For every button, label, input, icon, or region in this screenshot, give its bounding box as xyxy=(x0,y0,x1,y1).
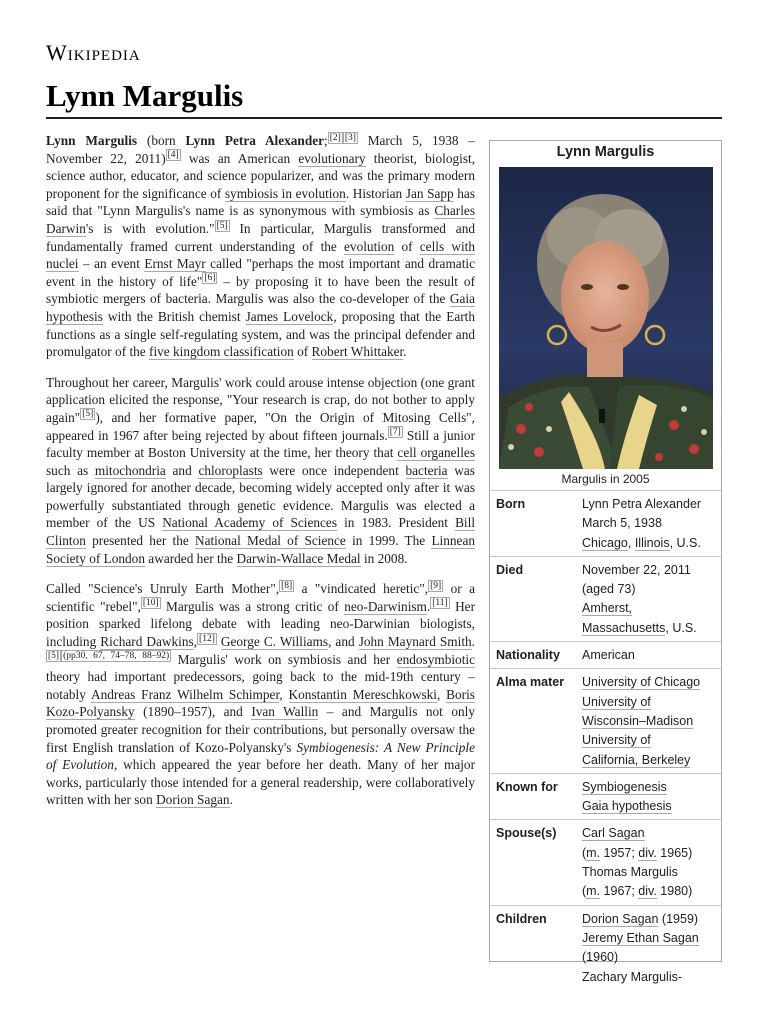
wiki-link[interactable]: Bill Clinton xyxy=(46,515,476,549)
infobox xyxy=(489,140,722,984)
infobox-text: ( xyxy=(582,845,587,860)
text-run: Margulis was a strong critic of xyxy=(160,598,345,614)
infobox-link[interactable]: University of xyxy=(582,694,651,709)
text-run: were once independent xyxy=(262,462,406,478)
wiki-link[interactable]: neo-Darwinism xyxy=(344,598,427,614)
text-run: . xyxy=(229,792,233,808)
infobox-value-line xyxy=(582,929,721,948)
infobox-row-children xyxy=(490,905,721,990)
citation-ref[interactable] xyxy=(197,633,217,645)
citation-link[interactable]: [9] xyxy=(430,580,442,591)
text-run: of xyxy=(293,344,312,360)
text-run: ; xyxy=(324,133,328,148)
infobox-link[interactable]: m. xyxy=(586,884,601,899)
infobox-value-line xyxy=(582,824,721,843)
infobox-value xyxy=(582,778,721,817)
infobox-value-line xyxy=(582,673,721,692)
infobox-value xyxy=(582,673,721,769)
text-run: was largely ignored for another decade, becoming widely accepted only after it was powerfully substantiated through genetic evidence. Margulis was elected a member of the US xyxy=(46,462,475,531)
wiki-link[interactable]: Konstantin Mereschkowski xyxy=(288,686,437,702)
citation-link[interactable]: [10] xyxy=(142,598,159,609)
wiki-link[interactable]: Boris Kozo-Polyansky xyxy=(46,686,475,720)
citation-link[interactable]: [7] xyxy=(389,427,401,438)
wiki-link[interactable]: bacteria xyxy=(405,462,448,478)
article-paragraph xyxy=(46,132,475,361)
wiki-link[interactable]: Gaia hypothesis xyxy=(46,291,475,324)
infobox-label: Known for xyxy=(496,779,558,794)
infobox-link[interactable]: Amherst, xyxy=(582,601,633,616)
citation-ref[interactable] xyxy=(80,408,95,420)
infobox-text: 1965) xyxy=(656,845,693,860)
infobox-row-known-for xyxy=(490,773,721,820)
book-title: Symbiogenesis: A New Principle of Evolution xyxy=(46,739,475,773)
text-run: or a scientific "rebel", xyxy=(46,581,475,614)
infobox-text: 1957; xyxy=(600,845,639,860)
infobox-text: 1980) xyxy=(656,884,693,899)
infobox-text: ( xyxy=(582,884,587,899)
citation-ref[interactable] xyxy=(166,149,181,161)
citation-link[interactable]: (pp30, 67, 74–78, 88–92) xyxy=(63,651,170,662)
text-run: called "perhaps the most important and dramatic event in the history of life" xyxy=(46,256,475,289)
text-run: of xyxy=(394,238,420,254)
text-run: , xyxy=(436,686,447,702)
infobox-label: Children xyxy=(496,911,547,926)
citation-ref[interactable] xyxy=(343,132,358,144)
wiki-link[interactable]: Richard Dawkins xyxy=(100,634,194,650)
infobox-value-line xyxy=(582,534,721,553)
infobox-value xyxy=(582,646,721,665)
infobox-value-line xyxy=(582,778,721,797)
text-run: in 1983. President xyxy=(337,515,456,531)
infobox-link[interactable]: Dorion Sagan xyxy=(582,911,659,926)
citation-ref[interactable] xyxy=(46,650,61,662)
text-run: – and Margulis not only promoted greater recognition for their contributions, but personally oversaw the first English translation of Kozo-Polyansky's xyxy=(46,704,475,755)
wiki-link[interactable]: Andreas Franz Wilhelm Schimper xyxy=(91,686,280,702)
wiki-link[interactable]: Ivan Wallin xyxy=(251,704,319,720)
wiki-link[interactable]: Linnean Society of London xyxy=(46,533,476,566)
citation-ref[interactable] xyxy=(202,272,217,284)
citation-link[interactable]: [5] xyxy=(216,220,228,231)
citation-link[interactable]: [6] xyxy=(204,273,216,284)
text-run: March 5, 1938 – November 22, 2011) xyxy=(46,133,476,166)
text-run: – by proposing it to have been the result of symbiotic mergers of bacteria. Margulis was also the co-developer of the xyxy=(46,273,475,307)
text-run: (born xyxy=(137,133,186,148)
text-run: such as xyxy=(46,462,95,478)
citation-link[interactable]: [5] xyxy=(82,409,94,420)
infobox-value-line xyxy=(582,514,721,533)
wiki-link[interactable]: John Maynard Smith xyxy=(358,634,472,650)
text-run: , xyxy=(193,634,198,650)
infobox-value-line xyxy=(582,646,721,665)
infobox-row-born xyxy=(490,490,721,556)
wiki-link[interactable]: cell organelles xyxy=(397,445,476,461)
infobox-value xyxy=(582,495,721,553)
text-run: theorist, biologist, science author, educator, and science popularizer, and was the primary modern proponent for the significance of xyxy=(46,150,476,201)
infobox-text: March 5, 1938 xyxy=(582,516,662,531)
wiki-link[interactable]: Jan Sapp xyxy=(405,185,454,201)
infobox-label: Nationality xyxy=(496,648,560,663)
text-run: was an American xyxy=(180,150,299,166)
wiki-link[interactable]: symbiosis in evolution xyxy=(224,185,346,201)
citation-link[interactable]: [12] xyxy=(199,633,215,644)
citation-ref[interactable] xyxy=(328,132,343,144)
infobox-link[interactable]: University of Chicago xyxy=(582,675,701,690)
text-run: . xyxy=(471,634,475,650)
citation-link[interactable]: [2] xyxy=(329,132,341,143)
wikipedia-wordmark[interactable]: Wikipedia xyxy=(46,40,141,65)
infobox-row-spouse-s xyxy=(490,819,721,904)
text-run: Still a junior faculty member at Boston University at the time, her theory that xyxy=(46,427,476,461)
wiki-link[interactable]: George C. Williams xyxy=(220,634,329,650)
text-run: (1890–1957), and xyxy=(134,704,252,720)
infobox-value-line xyxy=(582,882,721,901)
infobox-link[interactable]: Gaia hypothesis xyxy=(582,799,672,814)
infobox-row-alma-mater xyxy=(490,668,721,772)
infobox-text: (aged 73) xyxy=(582,582,636,597)
title-divider xyxy=(46,117,722,119)
infobox-value-line xyxy=(582,751,721,770)
bold-name: Lynn Petra Alexander xyxy=(185,133,325,148)
citation-link[interactable]: [3] xyxy=(344,132,356,143)
infobox-text: (1960) xyxy=(582,950,619,965)
infobox-value xyxy=(582,561,721,638)
wiki-link[interactable]: Dorion Sagan xyxy=(156,792,230,808)
wiki-link[interactable]: evolution xyxy=(344,238,395,254)
infobox-link[interactable]: Jeremy Ethan Sagan xyxy=(582,930,699,945)
infobox-link[interactable]: Symbiogenesis xyxy=(582,779,667,794)
infobox-text: , U.S. xyxy=(669,535,701,550)
infobox-text: , xyxy=(627,535,635,550)
infobox-link[interactable]: California, Berkeley xyxy=(582,752,691,767)
infobox-value-line xyxy=(582,948,721,967)
wiki-link[interactable]: evolutionary xyxy=(298,150,366,166)
infobox-value-line xyxy=(582,844,721,863)
text-run: Her position sparked lifelong debate with leading neo-Darwinian biologists, including xyxy=(46,598,476,650)
citation-link[interactable]: [5] xyxy=(48,651,60,662)
infobox-value-line xyxy=(582,797,721,816)
wiki-link[interactable]: National Medal of Science xyxy=(194,533,346,549)
infobox-value-line xyxy=(582,495,721,514)
wiki-link[interactable]: James Lovelock xyxy=(245,308,334,324)
text-run: , xyxy=(279,686,289,702)
article-body xyxy=(46,132,475,822)
bold-name: Lynn Margulis xyxy=(46,133,138,148)
infobox-value-line xyxy=(582,712,721,731)
text-run: with the British chemist xyxy=(102,308,246,324)
infobox-text: Zachary Margulis- xyxy=(582,969,683,984)
wiki-link[interactable]: Ernst Mayr xyxy=(144,256,206,272)
infobox-value-line xyxy=(582,580,721,599)
citation-ref[interactable] xyxy=(388,426,403,438)
infobox-link[interactable]: Illinois xyxy=(634,535,670,550)
wiki-link[interactable]: five kingdom classification xyxy=(149,344,294,360)
citation-ref[interactable] xyxy=(215,220,230,232)
infobox-text: November 22, 2011 xyxy=(582,562,691,577)
infobox-text: , U.S. xyxy=(665,620,697,635)
wiki-link[interactable]: cells with nuclei xyxy=(46,238,475,272)
infobox-value-line xyxy=(582,863,721,882)
infobox-value-line xyxy=(582,968,721,987)
text-run: has said that "Lynn Margulis's name is as synonymous with symbiosis as xyxy=(46,185,475,219)
infobox-link[interactable]: div. xyxy=(638,845,657,860)
wiki-link[interactable]: Charles Darwin xyxy=(46,203,475,236)
text-run: , and xyxy=(328,634,359,650)
wiki-link[interactable]: mitochondria xyxy=(94,462,166,478)
infobox-value-line xyxy=(582,731,721,750)
text-run: ), and her formative paper, "On the Origin of Mitosing Cells", appeared in 1967 after being rejected by about fifteen journals. xyxy=(46,409,475,443)
infobox-link[interactable]: Wisconsin–Madison xyxy=(582,713,694,728)
text-run: awarded her the xyxy=(144,550,237,566)
text-run: – an event xyxy=(78,256,145,272)
infobox-link[interactable]: Carl Sagan xyxy=(582,826,645,841)
infobox-link[interactable]: div. xyxy=(638,884,657,899)
text-run: In particular, Margulis transformed and fundamentally framed current understanding of the xyxy=(46,220,476,254)
infobox-label: Spouse(s) xyxy=(496,826,557,841)
infobox-value-line xyxy=(582,561,721,580)
infobox-link[interactable]: Chicago xyxy=(582,535,628,550)
infobox-value-line xyxy=(582,910,721,929)
infobox-text: American xyxy=(582,648,635,663)
text-run: theory had important predecessors, going back to the mid-19th century – notably xyxy=(46,669,475,702)
text-run: 's is with evolution." xyxy=(85,220,215,236)
wiki-link[interactable]: Darwin-Wallace Medal xyxy=(236,550,361,566)
text-run: in 2008. xyxy=(360,550,408,566)
wiki-link[interactable]: chloroplasts xyxy=(198,462,263,478)
infobox-text: (1959) xyxy=(658,911,699,926)
citation-link[interactable]: [11] xyxy=(432,598,448,609)
infobox-label: Alma mater xyxy=(496,675,565,690)
text-run: a "vindicated heretic", xyxy=(294,581,429,597)
text-run: . xyxy=(403,344,407,360)
citation-link[interactable]: [8] xyxy=(281,580,293,591)
infobox-title: Lynn Margulis xyxy=(556,144,655,160)
text-run: in 1999. The xyxy=(345,533,432,549)
infobox-row-nationality xyxy=(490,641,721,668)
text-run: presented her the xyxy=(85,533,195,549)
wiki-link[interactable]: Robert Whittaker xyxy=(311,344,404,360)
text-run: , proposing that the Earth functions as a single self-regulating system, and was the principal defender and promulgator of the xyxy=(46,308,475,360)
article-paragraph xyxy=(46,580,475,809)
infobox-text: 1967; xyxy=(600,884,639,899)
infobox-text: Thomas Margulis xyxy=(582,865,678,880)
infobox-value-line xyxy=(582,599,721,618)
text-run: Margulis' work on symbiosis and her xyxy=(171,651,397,667)
wiki-link[interactable]: National Academy of Sciences xyxy=(162,515,338,531)
citation-ref[interactable] xyxy=(61,650,171,662)
photo-caption: Margulis in 2005 xyxy=(561,472,650,486)
infobox-value xyxy=(582,824,721,901)
text-run: . Historian xyxy=(345,185,406,201)
infobox-link[interactable]: Massachusetts xyxy=(582,620,666,635)
infobox-text: Lynn Petra Alexander xyxy=(582,497,702,511)
infobox-label: Born xyxy=(496,497,526,511)
infobox-rows xyxy=(490,490,721,990)
portrait-photo[interactable] xyxy=(499,167,713,469)
article-paragraph xyxy=(46,374,475,568)
text-run: Called "Science's Unruly Earth Mother", xyxy=(46,581,280,597)
article-page xyxy=(46,0,722,1024)
citation-ref[interactable] xyxy=(430,597,449,609)
text-run: Throughout her career, Margulis' work could arouse intense objection (one grant application elicited the response, "Your research is crap, do not bother to apply again" xyxy=(46,374,475,425)
infobox-link[interactable]: m. xyxy=(586,845,601,860)
infobox-row-died xyxy=(490,556,721,641)
text-run: , which appeared the year before her death. Many of her major works, particularly those intended for a general readership, were collaboratively written with her son xyxy=(46,757,475,808)
citation-ref[interactable] xyxy=(428,580,443,592)
wiki-link[interactable]: endosymbiotic xyxy=(396,651,475,667)
page-title: Lynn Margulis xyxy=(46,78,244,113)
text-run: and xyxy=(165,462,199,478)
citation-link[interactable]: [4] xyxy=(167,150,179,161)
infobox-link[interactable]: University of xyxy=(582,733,651,748)
citation-ref[interactable] xyxy=(279,580,294,592)
citation-ref[interactable] xyxy=(141,597,161,609)
infobox-value-line xyxy=(582,693,721,712)
infobox-value xyxy=(582,910,721,987)
infobox-value-line xyxy=(582,619,721,638)
text-run: . xyxy=(426,598,431,614)
infobox-label: Died xyxy=(496,562,524,577)
